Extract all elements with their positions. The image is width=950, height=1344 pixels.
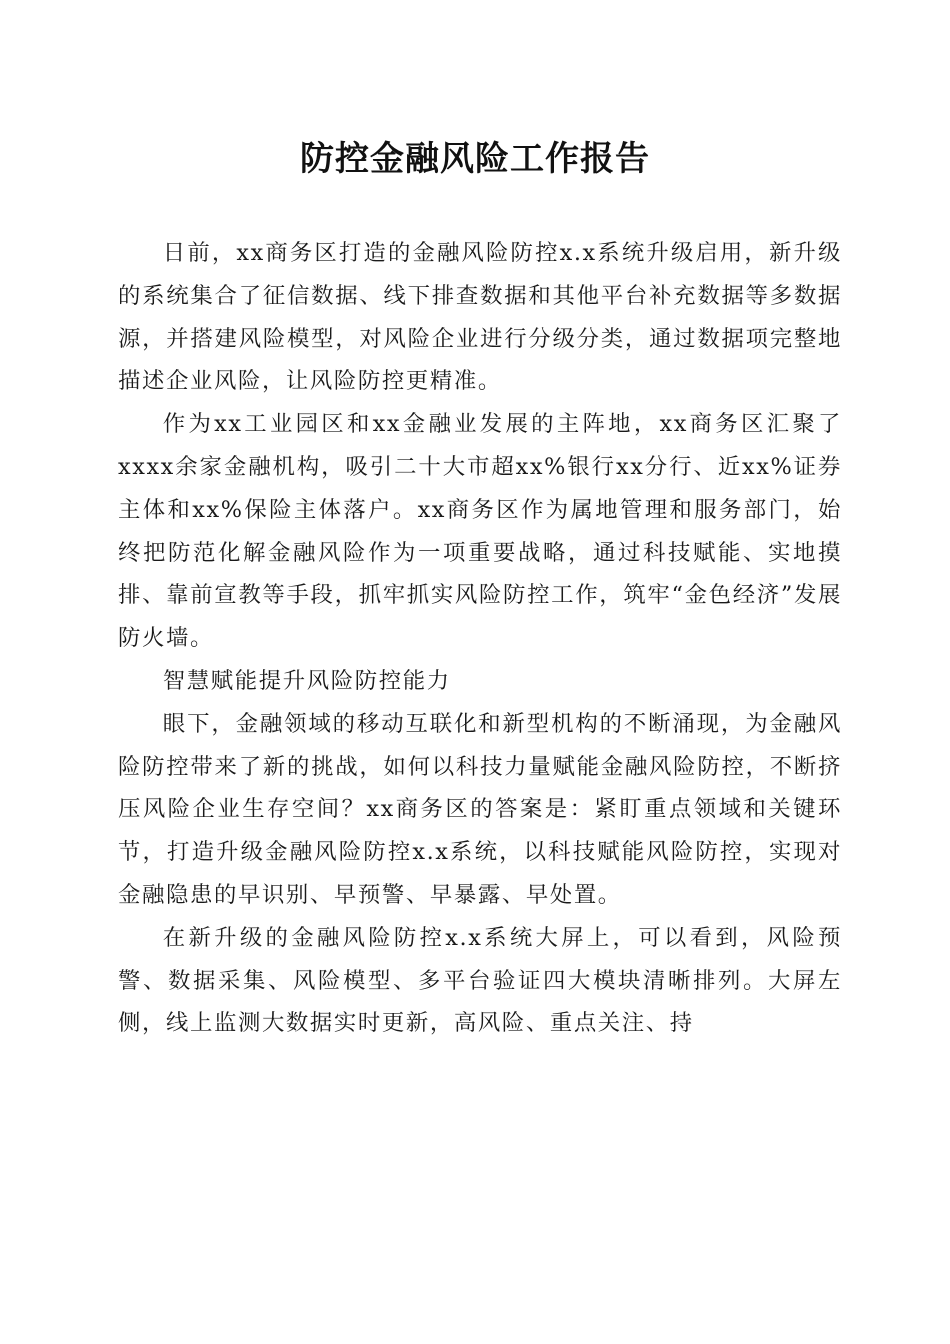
paragraph-1: 日前，xx商务区打造的金融风险防控x.x系统升级启用，新升级的系统集合了征信数据、线下排查数据和其他平台补充数据等多数据源，并搭建风险模型，对风险企业进行分级分类，通过数据项完整地描述企业风险，让风险防控更精准。 <box>118 240 842 395</box>
paragraph-4: 在新升级的金融风险防控x.x系统大屏上，可以看到，风险预警、数据采集、风险模型、多平台验证四大模块清晰排列。大屏左侧，线上监测大数据实时更新，高风险、重点关注、持 <box>118 924 842 1037</box>
section-heading: 智慧赋能提升风险防控能力 <box>162 667 451 694</box>
document-title: 防控金融风险工作报告 <box>300 139 650 179</box>
paragraph-2: 作为xx工业园区和xx金融业发展的主阵地，xx商务区汇聚了xxxx余家金融机构，吸引二十大市超xx%银行xx分行、近xx%证券主体和xx%保险主体落户。xx商务区作为属地管理和服务部门，始终把防范化解金融风险作为一项重要战略，通过科技赋能、实地摸排、靠前宣教等手段，抓牢抓实风险防控工作，筑牢“金色经济”发展防火墙。 <box>118 411 842 652</box>
document-body <box>118 232 842 1045</box>
paragraph-3: 眼下，金融领域的移动互联化和新型机构的不断涌现，为金融风险防控带来了新的挑战，如何以科技力量赋能金融风险防控，不断挤压风险企业生存空间？xx商务区的答案是：紧盯重点领域和关键环节，打造升级金融风险防控x.x系统，以科技赋能风险防控，实现对金融隐患的早识别、早预警、早暴露、早处置。 <box>118 710 842 908</box>
